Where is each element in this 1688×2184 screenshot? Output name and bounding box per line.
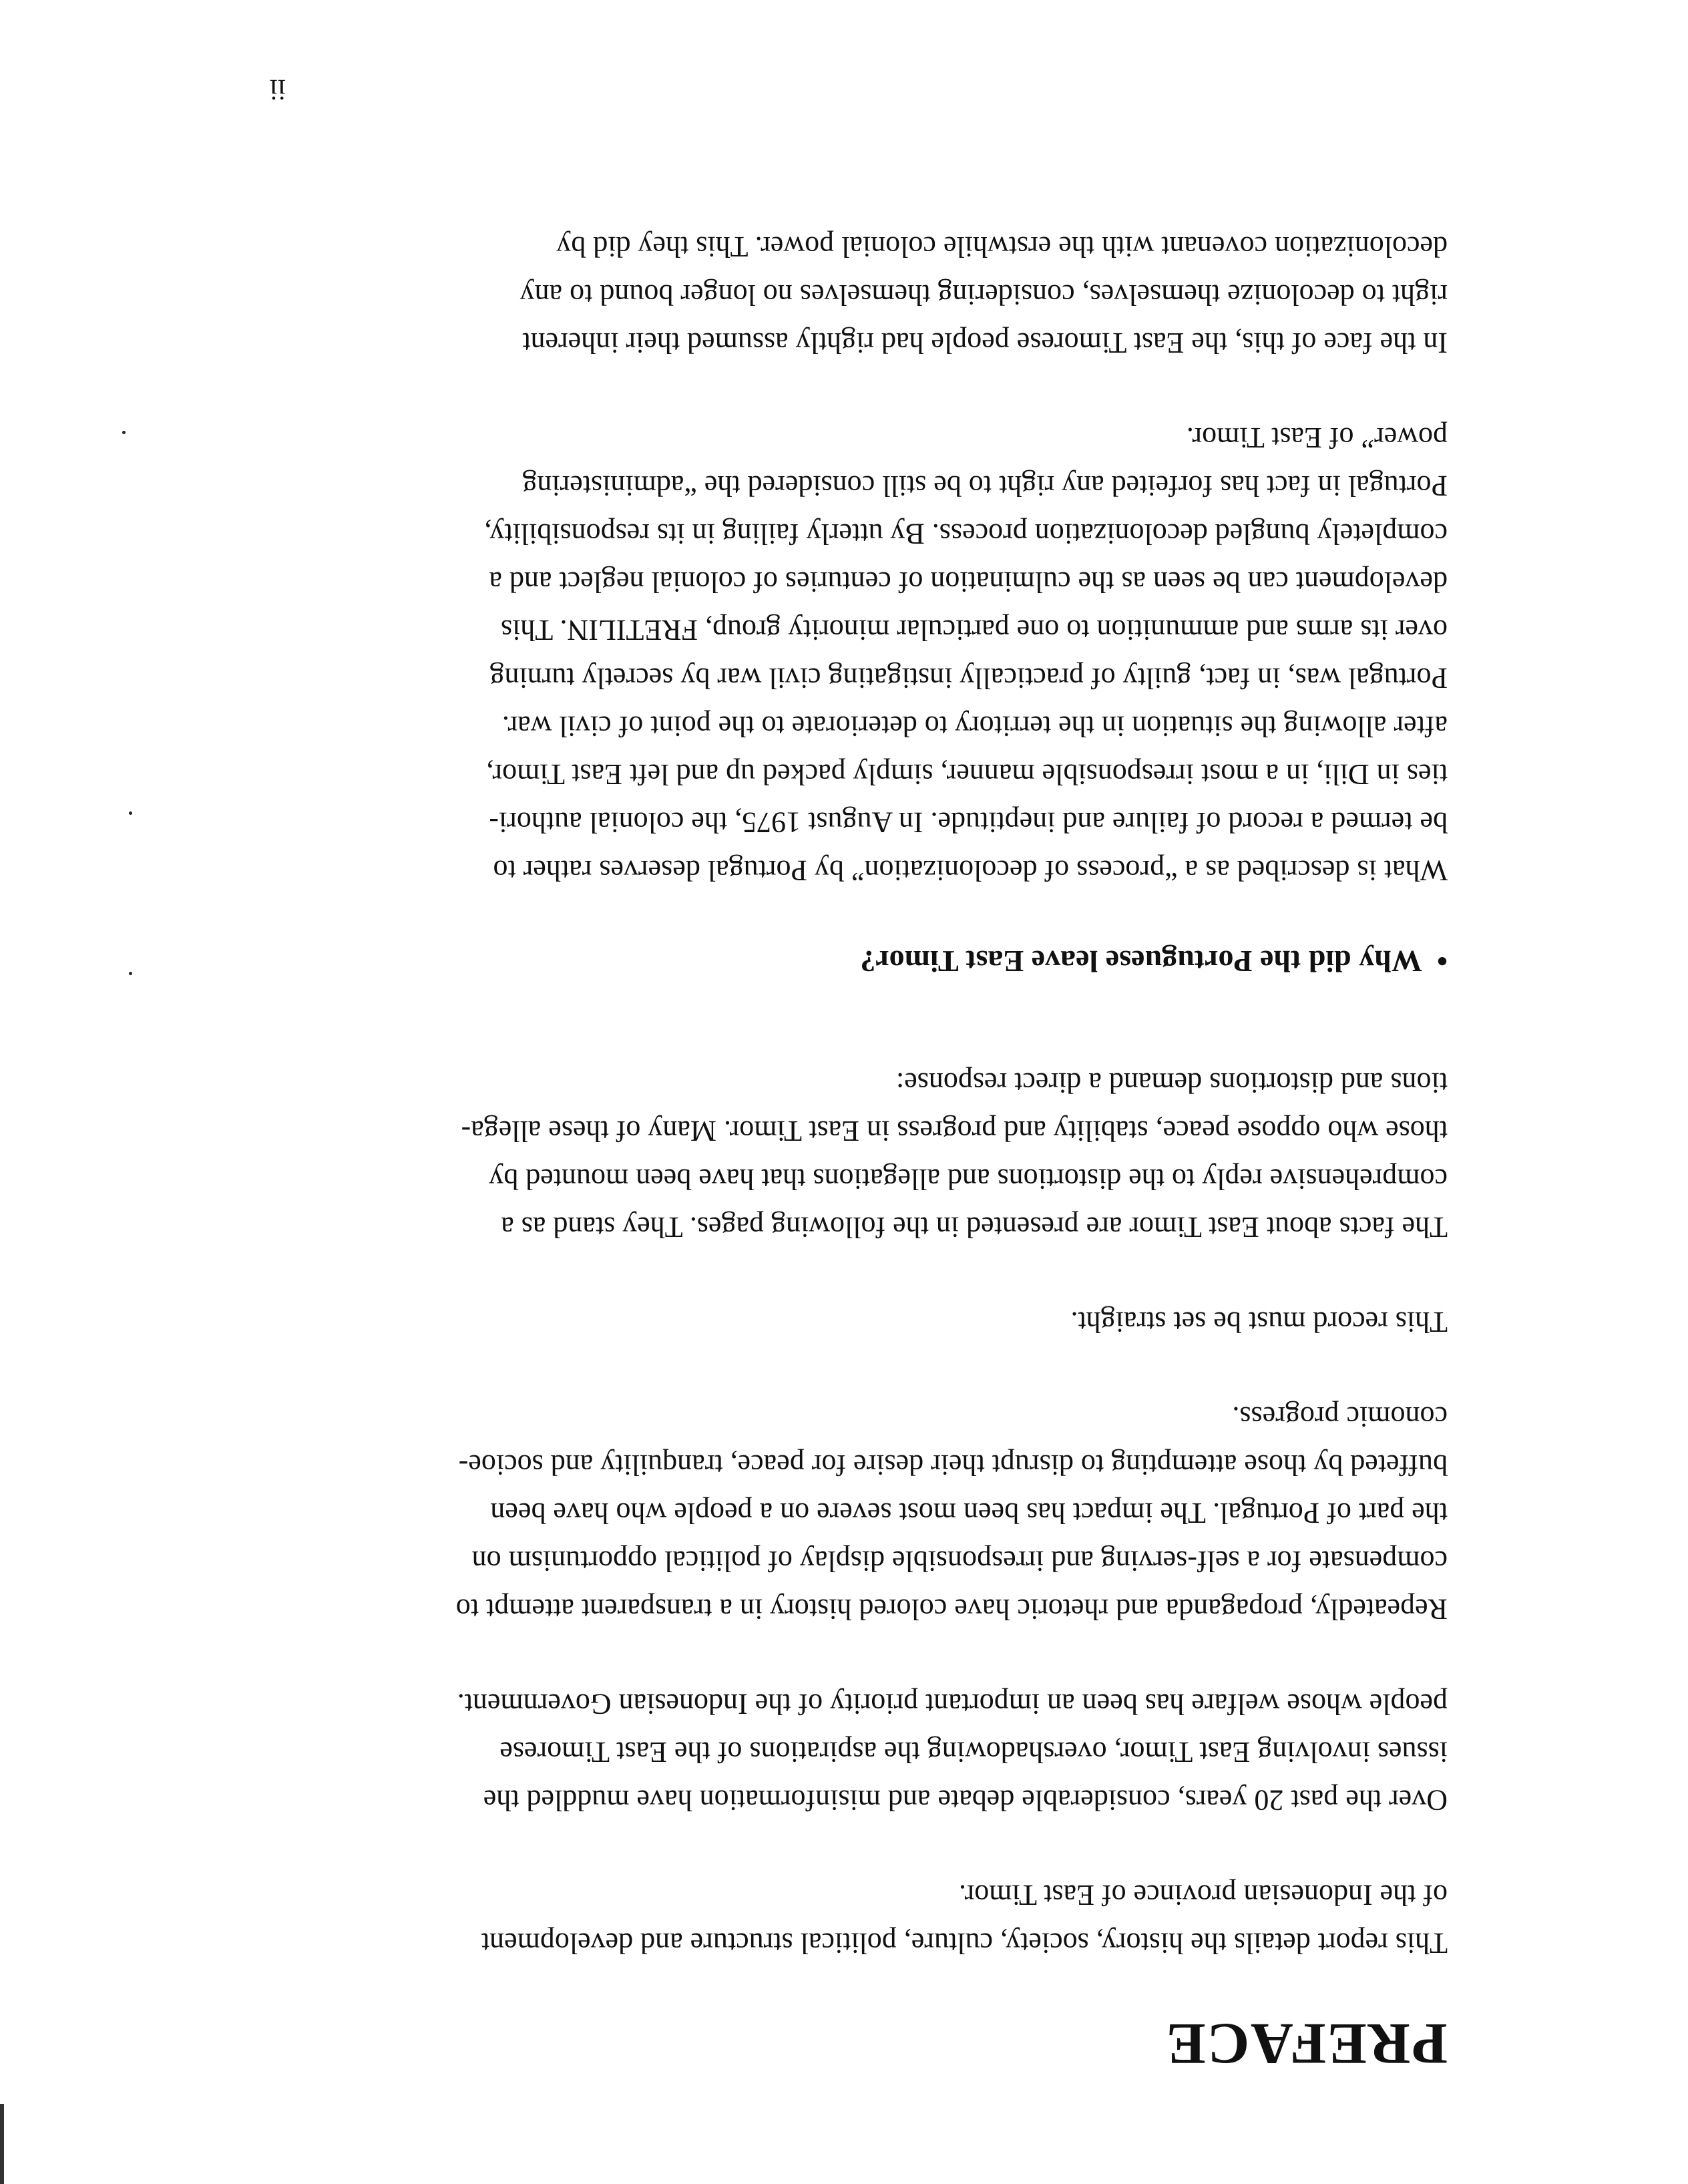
text-line: decolonization covenant with the erstwhile colonial power. This they did by — [556, 230, 1448, 263]
page-number: ii — [269, 73, 286, 106]
text-line: comprehensive reply to the distortions and allegations that have been mounted by — [489, 1163, 1448, 1196]
intro-section — [99, 1059, 1448, 1967]
text-line: conomic progress. — [1232, 1401, 1448, 1433]
scan-speck — [129, 972, 132, 975]
text-line: This report details the history, society, culture, political structure and development — [481, 1927, 1448, 1960]
paragraph — [99, 1680, 1448, 1824]
text-line: after allowing the situation in the territory to deteriorate to the point of civil war. — [501, 710, 1448, 743]
paragraph — [99, 222, 1448, 367]
page-title: PREFACE — [1165, 2011, 1448, 2076]
text-line: Repeatedly, propaganda and rhetoric have colored history in a transparent attempt to — [455, 1593, 1448, 1626]
text-line: the part of Portugal. The impact has been most severe on a people who have been — [490, 1497, 1448, 1529]
text-line: issues involving East Timor, overshadowing the aspirations of the East Timorese — [499, 1736, 1448, 1769]
scan-edge-mark — [0, 2104, 4, 2184]
text-line: right to decolonize themselves, considering themselves no longer bound to any — [519, 279, 1448, 311]
text-line: power” of East Timor. — [1186, 421, 1448, 454]
section-heading-text: Why did the Portuguese leave East Timor? — [860, 944, 1422, 978]
text-line: those who oppose peace, stability and progress in East Timor. Many of these allega- — [461, 1115, 1448, 1147]
paragraph — [99, 1393, 1448, 1633]
text-line: people whose welfare has been an important priority of the Indonesian Government. — [457, 1688, 1448, 1720]
text-line: Portugal was, in fact, guilty of practically instigating civil war by secretly turning — [489, 662, 1448, 695]
paragraph — [99, 413, 1448, 894]
scan-speck — [129, 811, 132, 815]
text-line: of the Indonesian province of East Timor. — [958, 1879, 1448, 1912]
scan-speck — [122, 431, 126, 434]
text-line: In the face of this, the East Timorese people had rightly assumed their inherent — [522, 327, 1448, 359]
text-line: tions and distortions demand a direct response: — [895, 1067, 1448, 1099]
text-line: Over the past 20 years, considerable debate and misinformation have muddled the — [483, 1784, 1448, 1817]
text-line: over its arms and ammunition to one particular minority group, FRETILIN. This — [501, 614, 1448, 647]
paragraph — [99, 1871, 1448, 1967]
bullet-icon: • — [1436, 944, 1448, 978]
text-line: be termed a record of failure and ineptitude. In August 1975, the colonial authori- — [489, 806, 1448, 839]
text-line: The facts about East Timor are presented in the following pages. They stand as a — [501, 1211, 1448, 1244]
text-line: buffeted by those attempting to disrupt their desire for peace, tranquility and socioe- — [458, 1449, 1448, 1481]
text-line: Portugal in fact has forfeited any right to be still considered the “administering — [522, 470, 1448, 502]
text-line: ties in Dili, in a most irresponsible manner, simply packed up and left East Timor, — [486, 758, 1448, 791]
text-line: development can be seen as the culmination of centuries of colonial neglect and a — [489, 566, 1448, 598]
section-body — [99, 222, 1448, 894]
text-line: What is described as a “process of decolonization” by Portugal deserves rather to — [493, 854, 1448, 887]
paragraph — [99, 1298, 1448, 1346]
paragraph — [99, 1059, 1448, 1251]
page-content — [99, 176, 1448, 2077]
text-line: compensate for a self-serving and irresponsible display of political opportunism on — [471, 1545, 1448, 1578]
text-line: completely bungled decolonization process. By utterly failing in its responsibility, — [484, 518, 1448, 550]
section-heading — [99, 937, 1448, 985]
text-line: This record must be set straight. — [1070, 1306, 1448, 1338]
